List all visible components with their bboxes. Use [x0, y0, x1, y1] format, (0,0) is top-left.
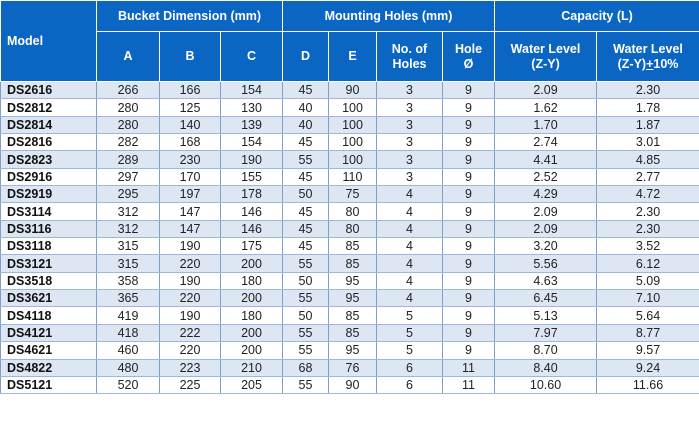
cell-c: 146: [221, 220, 283, 237]
table-row: [1, 82, 699, 99]
cell-c: 146: [221, 203, 283, 220]
cell-water-level-plus-10: 3.52: [597, 238, 699, 255]
cell-a: 312: [97, 220, 160, 237]
table-row: [1, 220, 699, 237]
cell-d: 55: [283, 324, 329, 341]
cell-model: DS3118: [1, 238, 97, 255]
header-hole-line1: Hole: [454, 41, 483, 56]
cell-water-level-plus-10: 8.77: [597, 324, 699, 341]
cell-a: 480: [97, 359, 160, 376]
cell-water-level: 4.63: [495, 272, 597, 289]
header-no-of-holes-line2: Holes: [392, 56, 427, 71]
table-row: [1, 238, 699, 255]
header-hole-diameter: [443, 32, 495, 82]
cell-water-level-plus-10: 4.72: [597, 186, 699, 203]
table-row: [1, 359, 699, 376]
table-row: [1, 99, 699, 116]
cell-hole: 9: [443, 238, 495, 255]
cell-b: 168: [160, 134, 221, 151]
cell-no-of-holes: 6: [377, 359, 443, 376]
cell-e: 85: [329, 307, 377, 324]
cell-b: 140: [160, 116, 221, 133]
cell-model: DS3116: [1, 220, 97, 237]
cell-d: 45: [283, 168, 329, 185]
header-hole-line2: Ø: [463, 56, 474, 71]
cell-hole: 9: [443, 324, 495, 341]
cell-water-level-plus-10: 11.66: [597, 376, 699, 393]
cell-water-level-plus-10: 3.01: [597, 134, 699, 151]
cell-a: 520: [97, 376, 160, 393]
header-d: D: [283, 32, 329, 82]
cell-water-level-plus-10: 9.24: [597, 359, 699, 376]
cell-hole: 9: [443, 342, 495, 359]
cell-water-level: 2.09: [495, 203, 597, 220]
cell-water-level: 2.74: [495, 134, 597, 151]
cell-water-level: 4.41: [495, 151, 597, 168]
cell-no-of-holes: 3: [377, 168, 443, 185]
table-header: [1, 1, 699, 82]
cell-water-level: 2.09: [495, 220, 597, 237]
cell-c: 154: [221, 82, 283, 99]
cell-a: 418: [97, 324, 160, 341]
cell-a: 365: [97, 290, 160, 307]
cell-water-level-plus-10: 2.30: [597, 82, 699, 99]
header-mounting-holes: Mounting Holes (mm): [283, 1, 495, 32]
cell-b: 220: [160, 255, 221, 272]
cell-no-of-holes: 5: [377, 307, 443, 324]
cell-e: 100: [329, 151, 377, 168]
cell-b: 170: [160, 168, 221, 185]
header-no-of-holes-line1: No. of: [391, 41, 428, 56]
cell-model: DS2814: [1, 116, 97, 133]
table-row: [1, 255, 699, 272]
cell-no-of-holes: 4: [377, 290, 443, 307]
header-e: E: [329, 32, 377, 82]
cell-model: DS2816: [1, 134, 97, 151]
cell-e: 90: [329, 376, 377, 393]
cell-no-of-holes: 3: [377, 134, 443, 151]
cell-b: 190: [160, 307, 221, 324]
cell-water-level: 2.09: [495, 82, 597, 99]
cell-hole: 9: [443, 290, 495, 307]
cell-water-level-plus-10: 1.87: [597, 116, 699, 133]
cell-c: 175: [221, 238, 283, 255]
cell-a: 460: [97, 342, 160, 359]
header-water-level-line2: (Z-Y): [531, 56, 560, 71]
table-row: [1, 290, 699, 307]
cell-b: 125: [160, 99, 221, 116]
table-row: [1, 116, 699, 133]
cell-water-level: 8.40: [495, 359, 597, 376]
table-row: [1, 203, 699, 220]
cell-model: DS3518: [1, 272, 97, 289]
cell-d: 55: [283, 376, 329, 393]
cell-model: DS3621: [1, 290, 97, 307]
cell-water-level-plus-10: 4.85: [597, 151, 699, 168]
cell-d: 50: [283, 272, 329, 289]
header-water-level10-zy: (Z-Y): [617, 56, 647, 71]
cell-d: 45: [283, 134, 329, 151]
cell-no-of-holes: 5: [377, 342, 443, 359]
cell-hole: 9: [443, 151, 495, 168]
cell-hole: 11: [443, 359, 495, 376]
cell-c: 200: [221, 324, 283, 341]
cell-no-of-holes: 3: [377, 99, 443, 116]
cell-e: 100: [329, 134, 377, 151]
cell-e: 100: [329, 99, 377, 116]
cell-no-of-holes: 4: [377, 255, 443, 272]
table-row: [1, 168, 699, 185]
cell-water-level-plus-10: 5.09: [597, 272, 699, 289]
cell-b: 220: [160, 342, 221, 359]
cell-water-level: 6.45: [495, 290, 597, 307]
cell-c: 190: [221, 151, 283, 168]
cell-no-of-holes: 4: [377, 272, 443, 289]
cell-model: DS2916: [1, 168, 97, 185]
cell-b: 147: [160, 220, 221, 237]
cell-a: 289: [97, 151, 160, 168]
cell-c: 154: [221, 134, 283, 151]
cell-hole: 9: [443, 134, 495, 151]
cell-c: 200: [221, 290, 283, 307]
cell-d: 68: [283, 359, 329, 376]
cell-hole: 11: [443, 376, 495, 393]
cell-no-of-holes: 4: [377, 203, 443, 220]
cell-water-level: 10.60: [495, 376, 597, 393]
cell-model: DS2812: [1, 99, 97, 116]
table-row: [1, 307, 699, 324]
cell-water-level: 1.62: [495, 99, 597, 116]
cell-a: 315: [97, 255, 160, 272]
header-capacity: Capacity (L): [495, 1, 699, 32]
cell-b: 220: [160, 290, 221, 307]
cell-no-of-holes: 3: [377, 82, 443, 99]
cell-d: 55: [283, 151, 329, 168]
cell-d: 45: [283, 203, 329, 220]
header-water-level-line1: Water Level: [510, 41, 581, 56]
cell-b: 197: [160, 186, 221, 203]
cell-e: 95: [329, 272, 377, 289]
header-c: C: [221, 32, 283, 82]
cell-c: 180: [221, 272, 283, 289]
header-water-level-plus-10: [597, 32, 699, 82]
header-water-level10-plus: +: [646, 56, 654, 71]
cell-d: 50: [283, 307, 329, 324]
table-row: [1, 342, 699, 359]
cell-e: 90: [329, 82, 377, 99]
table-body: [1, 82, 699, 394]
cell-a: 297: [97, 168, 160, 185]
cell-d: 55: [283, 255, 329, 272]
cell-hole: 9: [443, 272, 495, 289]
cell-hole: 9: [443, 203, 495, 220]
table-row: [1, 151, 699, 168]
cell-e: 85: [329, 238, 377, 255]
cell-model: DS2823: [1, 151, 97, 168]
cell-b: 190: [160, 238, 221, 255]
cell-b: 225: [160, 376, 221, 393]
header-no-of-holes: [377, 32, 443, 82]
cell-hole: 9: [443, 116, 495, 133]
cell-c: 130: [221, 99, 283, 116]
cell-e: 85: [329, 324, 377, 341]
cell-model: DS5121: [1, 376, 97, 393]
cell-water-level-plus-10: 2.77: [597, 168, 699, 185]
cell-d: 50: [283, 186, 329, 203]
cell-water-level: 2.52: [495, 168, 597, 185]
cell-water-level: 1.70: [495, 116, 597, 133]
table-row: [1, 134, 699, 151]
cell-water-level: 5.56: [495, 255, 597, 272]
table-row: [1, 272, 699, 289]
cell-no-of-holes: 4: [377, 238, 443, 255]
cell-hole: 9: [443, 168, 495, 185]
cell-water-level-plus-10: 2.30: [597, 203, 699, 220]
cell-e: 80: [329, 203, 377, 220]
header-water-level10-line2: [618, 57, 679, 71]
header-bucket-dimension: Bucket Dimension (mm): [97, 1, 283, 32]
cell-d: 55: [283, 290, 329, 307]
cell-a: 280: [97, 99, 160, 116]
table-row: [1, 324, 699, 341]
cell-d: 40: [283, 116, 329, 133]
cell-b: 166: [160, 82, 221, 99]
cell-b: 190: [160, 272, 221, 289]
cell-water-level-plus-10: 6.12: [597, 255, 699, 272]
cell-model: DS4121: [1, 324, 97, 341]
cell-c: 178: [221, 186, 283, 203]
cell-hole: 9: [443, 307, 495, 324]
cell-d: 45: [283, 220, 329, 237]
cell-c: 210: [221, 359, 283, 376]
cell-e: 76: [329, 359, 377, 376]
cell-water-level-plus-10: 2.30: [597, 220, 699, 237]
cell-water-level-plus-10: 9.57: [597, 342, 699, 359]
cell-water-level-plus-10: 7.10: [597, 290, 699, 307]
cell-model: DS2616: [1, 82, 97, 99]
cell-d: 45: [283, 238, 329, 255]
cell-b: 223: [160, 359, 221, 376]
cell-d: 40: [283, 99, 329, 116]
cell-model: DS4118: [1, 307, 97, 324]
header-water-level10-percent: 10%: [653, 56, 679, 71]
cell-e: 95: [329, 290, 377, 307]
cell-water-level: 3.20: [495, 238, 597, 255]
table-row: [1, 186, 699, 203]
cell-e: 75: [329, 186, 377, 203]
cell-model: DS4822: [1, 359, 97, 376]
cell-no-of-holes: 3: [377, 116, 443, 133]
cell-no-of-holes: 3: [377, 151, 443, 168]
cell-a: 280: [97, 116, 160, 133]
cell-b: 222: [160, 324, 221, 341]
cell-no-of-holes: 6: [377, 376, 443, 393]
cell-hole: 9: [443, 99, 495, 116]
header-water-level10-line1: Water Level: [613, 41, 683, 56]
cell-water-level: 4.29: [495, 186, 597, 203]
cell-model: DS4621: [1, 342, 97, 359]
cell-c: 205: [221, 376, 283, 393]
cell-a: 358: [97, 272, 160, 289]
cell-d: 45: [283, 82, 329, 99]
cell-a: 282: [97, 134, 160, 151]
cell-hole: 9: [443, 220, 495, 237]
table-row: [1, 376, 699, 393]
cell-b: 230: [160, 151, 221, 168]
cell-hole: 9: [443, 186, 495, 203]
cell-no-of-holes: 4: [377, 220, 443, 237]
cell-water-level-plus-10: 1.78: [597, 99, 699, 116]
cell-hole: 9: [443, 82, 495, 99]
cell-e: 110: [329, 168, 377, 185]
cell-c: 200: [221, 342, 283, 359]
cell-a: 419: [97, 307, 160, 324]
cell-a: 266: [97, 82, 160, 99]
cell-model: DS3114: [1, 203, 97, 220]
cell-e: 100: [329, 116, 377, 133]
cell-a: 315: [97, 238, 160, 255]
header-model: Model: [1, 1, 97, 82]
cell-c: 180: [221, 307, 283, 324]
cell-water-level-plus-10: 5.64: [597, 307, 699, 324]
header-b: B: [160, 32, 221, 82]
cell-e: 85: [329, 255, 377, 272]
cell-water-level: 8.70: [495, 342, 597, 359]
cell-c: 139: [221, 116, 283, 133]
cell-water-level: 5.13: [495, 307, 597, 324]
cell-e: 80: [329, 220, 377, 237]
cell-e: 95: [329, 342, 377, 359]
cell-no-of-holes: 5: [377, 324, 443, 341]
cell-a: 295: [97, 186, 160, 203]
cell-a: 312: [97, 203, 160, 220]
cell-water-level: 7.97: [495, 324, 597, 341]
header-a: A: [97, 32, 160, 82]
cell-d: 55: [283, 342, 329, 359]
cell-model: DS2919: [1, 186, 97, 203]
cell-no-of-holes: 4: [377, 186, 443, 203]
header-water-level: [495, 32, 597, 82]
cell-b: 147: [160, 203, 221, 220]
cell-hole: 9: [443, 255, 495, 272]
cell-c: 155: [221, 168, 283, 185]
cell-model: DS3121: [1, 255, 97, 272]
cell-c: 200: [221, 255, 283, 272]
